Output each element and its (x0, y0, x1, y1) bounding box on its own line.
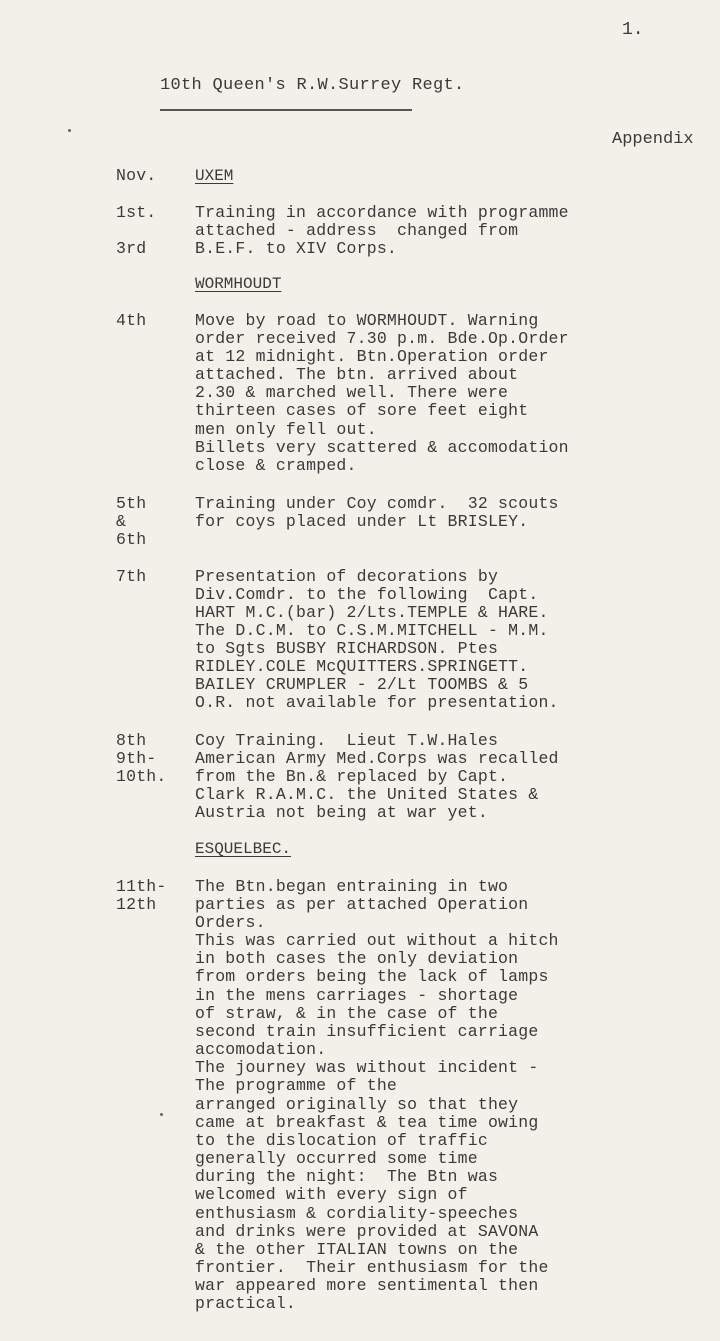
entry-line: welcomed with every sign of (195, 1185, 468, 1204)
entry-line: BAILEY CRUMPLER - 2/Lt TOOMBS & 5 (195, 675, 529, 694)
entry-line: attached. The btn. arrived about (195, 365, 519, 384)
entry-line: practical. (195, 1294, 297, 1313)
entry-line: B.E.F. to XIV Corps. (195, 239, 398, 258)
page-number: 1. (622, 20, 644, 40)
entry-date: & (116, 512, 127, 531)
entry-line: in the mens carriages - shortage (195, 986, 519, 1005)
entry-line: close & cramped. (195, 456, 357, 475)
entry-line: from the Bn.& replaced by Capt. (195, 767, 509, 786)
section-heading-esquelbec: ESQUELBEC. (195, 840, 292, 858)
entry-line: parties as per attached Operation (195, 895, 529, 914)
entry-line: HART M.C.(bar) 2/Lts.TEMPLE & HARE. (195, 603, 549, 622)
entry-line: men only fell out. (195, 420, 377, 439)
entry-line: RIDLEY.COLE McQUITTERS.SPRINGETT. (195, 657, 529, 676)
entry-line: Training in accordance with programme (195, 203, 569, 222)
entry-date: 4th (116, 311, 147, 330)
entry-line: frontier. Their enthusiasm for the (195, 1258, 549, 1277)
entry-date: 9th- (116, 749, 157, 768)
entry-date: 5th (116, 494, 147, 513)
entry-line: This was carried out without a hitch (195, 931, 559, 950)
entry-line: came at breakfast & tea time owing (195, 1113, 539, 1132)
entry-line: and drinks were provided at SAVONA (195, 1222, 539, 1241)
section-heading-uxem: UXEM (195, 167, 234, 185)
entry-line: Move by road to WORMHOUDT. Warning (195, 311, 539, 330)
entry-line: Clark R.A.M.C. the United States & (195, 785, 539, 804)
entry-date: 6th (116, 530, 147, 549)
entry-line: The programme of the (195, 1076, 398, 1095)
entry-line: to Sgts BUSBY RICHARDSON. Ptes (195, 639, 499, 658)
paper-speck (160, 1113, 163, 1116)
entry-line: O.R. not available for presentation. (195, 693, 559, 712)
entry-line: at 12 midnight. Btn.Operation order (195, 347, 549, 366)
entry-line: from orders being the lack of lamps (195, 967, 549, 986)
entry-line: attached - address changed from (195, 221, 519, 240)
entry-line: Presentation of decorations by (195, 567, 499, 586)
entry-line: of straw, & in the case of the (195, 1004, 499, 1023)
entry-line: in both cases the only deviation (195, 949, 519, 968)
entry-date: 8th (116, 731, 147, 750)
entry-line: The D.C.M. to C.S.M.MITCHELL - M.M. (195, 621, 549, 640)
entry-date: 7th (116, 567, 147, 586)
entry-date: 3rd (116, 239, 147, 258)
appendix-label: Appendix (612, 130, 694, 149)
paper-speck (68, 129, 71, 132)
entry-line: generally occurred some time (195, 1149, 478, 1168)
entry-line: Training under Coy comdr. 32 scouts (195, 494, 559, 513)
entry-line: Austria not being at war yet. (195, 803, 488, 822)
entry-line: Billets very scattered & accomodation (195, 438, 569, 457)
month-label: Nov. (116, 166, 157, 185)
entry-line: accomodation. (195, 1040, 327, 1059)
entry-line: 2.30 & marched well. There were (195, 383, 509, 402)
entry-line: order received 7.30 p.m. Bde.Op.Order (195, 329, 569, 348)
entry-line: The journey was without incident - (195, 1058, 539, 1077)
entry-line: thirteen cases of sore feet eight (195, 401, 529, 420)
title-underline (160, 109, 412, 111)
entry-line: during the night: The Btn was (195, 1167, 499, 1186)
entry-line: American Army Med.Corps was recalled (195, 749, 559, 768)
entry-line: Div.Comdr. to the following Capt. (195, 585, 539, 604)
entry-line: to the dislocation of traffic (195, 1131, 488, 1150)
entry-date: 12th (116, 895, 157, 914)
document-title: 10th Queen's R.W.Surrey Regt. (160, 76, 465, 95)
entry-line: & the other ITALIAN towns on the (195, 1240, 519, 1259)
entry-line: enthusiasm & cordiality-speeches (195, 1204, 519, 1223)
entry-line: for coys placed under Lt BRISLEY. (195, 512, 529, 531)
entry-line: Orders. (195, 913, 266, 932)
entry-line: arranged originally so that they (195, 1095, 519, 1114)
section-heading-wormhoudt: WORMHOUDT (195, 275, 282, 293)
entry-line: second train insufficient carriage (195, 1022, 539, 1041)
entry-date: 11th- (116, 877, 167, 896)
entry-line: Coy Training. Lieut T.W.Hales (195, 731, 499, 750)
entry-line: war appeared more sentimental then (195, 1276, 539, 1295)
entry-line: The Btn.began entraining in two (195, 877, 509, 896)
entry-date: 10th. (116, 767, 167, 786)
entry-date: 1st. (116, 203, 157, 222)
